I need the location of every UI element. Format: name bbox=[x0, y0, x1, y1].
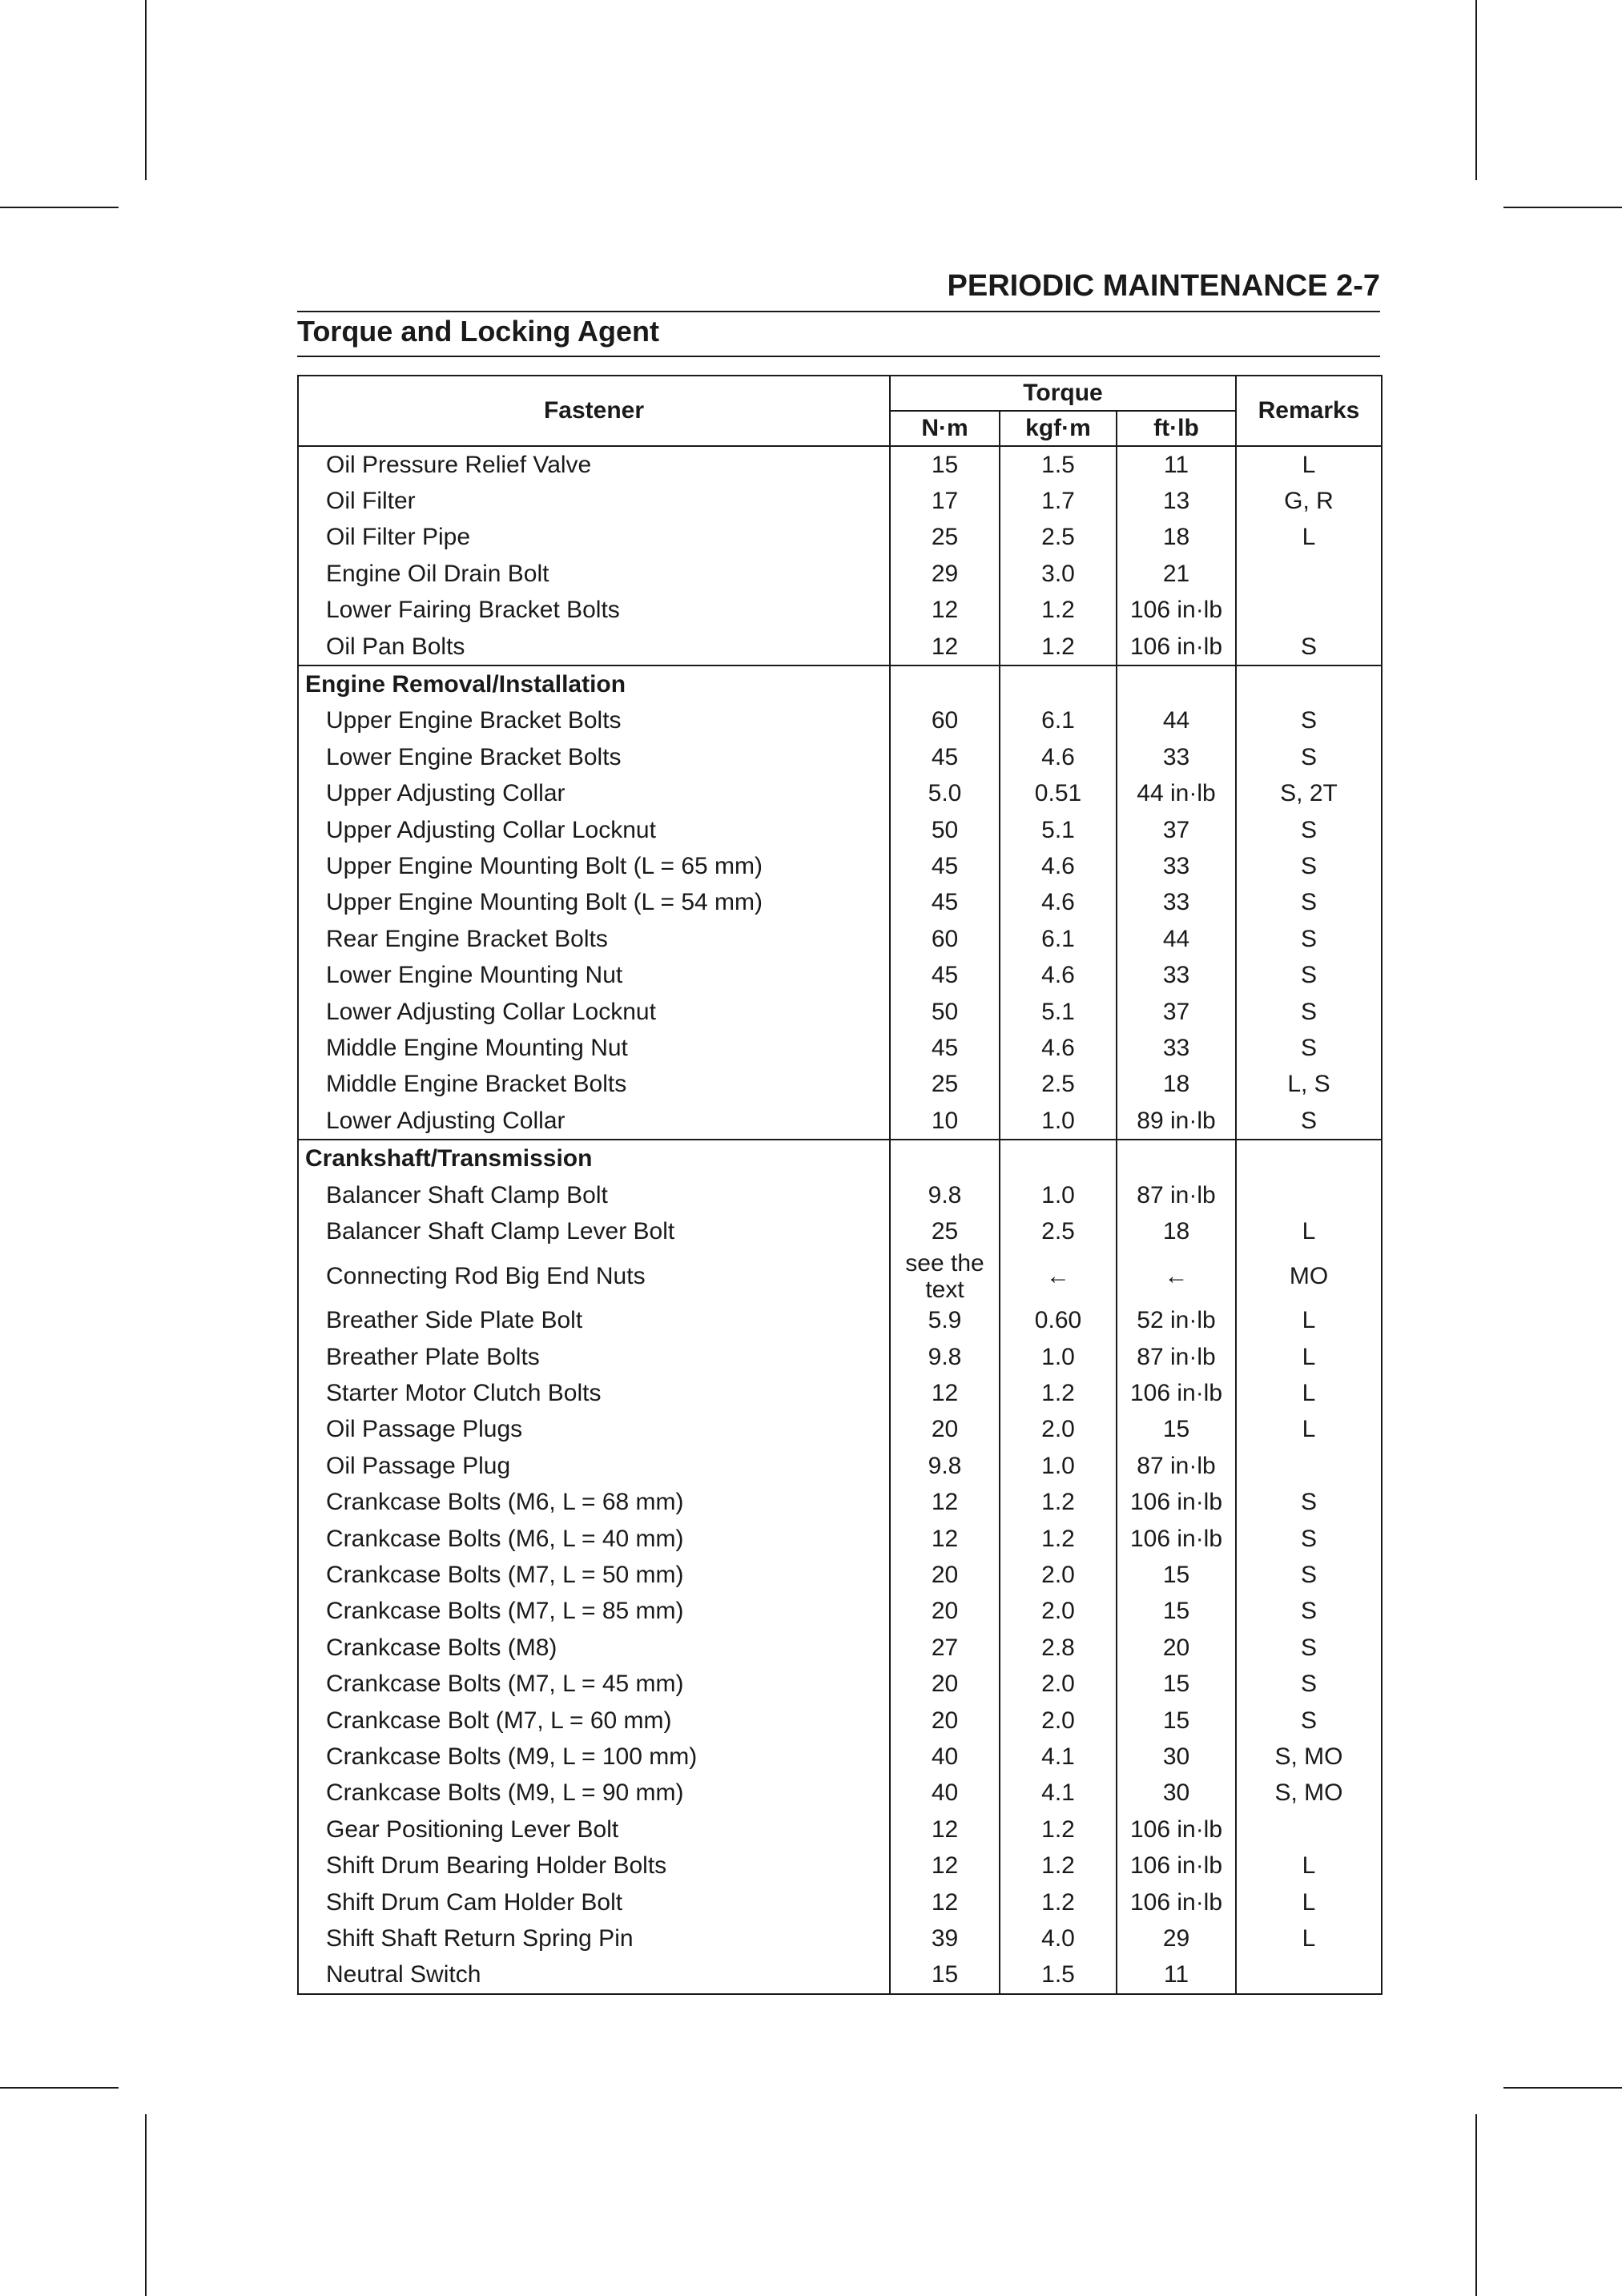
fastener-cell: Crankcase Bolts (M9, L = 100 mm) bbox=[298, 1739, 890, 1775]
table-row bbox=[298, 1594, 1382, 1630]
remarks-cell bbox=[1236, 556, 1382, 592]
fastener-cell: Rear Engine Bracket Bolts bbox=[298, 921, 890, 957]
ftlb-cell: 15 bbox=[1117, 1667, 1236, 1703]
nm-cell: 60 bbox=[890, 921, 1000, 957]
remarks-cell: S bbox=[1236, 629, 1382, 665]
table-row bbox=[298, 1485, 1382, 1521]
table-row bbox=[298, 1920, 1382, 1956]
nm-cell: 20 bbox=[890, 1703, 1000, 1739]
kgfm-cell: 1.2 bbox=[1000, 1485, 1117, 1521]
table-row bbox=[298, 593, 1382, 629]
kgfm-cell: 1.7 bbox=[1000, 483, 1117, 519]
remarks-cell: S bbox=[1236, 1594, 1382, 1630]
fastener-cell: Engine Oil Drain Bolt bbox=[298, 556, 890, 592]
ftlb-cell: 44 bbox=[1117, 921, 1236, 957]
fastener-cell: Upper Engine Mounting Bolt (L = 54 mm) bbox=[298, 885, 890, 921]
table-row bbox=[298, 1703, 1382, 1739]
remarks-cell: L bbox=[1236, 520, 1382, 556]
fastener-cell: Crankcase Bolts (M6, L = 68 mm) bbox=[298, 1485, 890, 1521]
nm-cell: 12 bbox=[890, 1848, 1000, 1884]
crop-mark bbox=[1503, 2087, 1622, 2089]
nm-cell: 60 bbox=[890, 703, 1000, 739]
remarks-cell: S bbox=[1236, 1557, 1382, 1593]
nm-cell: 12 bbox=[890, 629, 1000, 665]
nm-cell: 9.8 bbox=[890, 1448, 1000, 1484]
table-row bbox=[298, 1375, 1382, 1411]
remarks-cell: G, R bbox=[1236, 483, 1382, 519]
fastener-cell: Upper Engine Mounting Bolt (L = 65 mm) bbox=[298, 848, 890, 884]
torque-header: Torque bbox=[890, 376, 1236, 411]
nm-cell: 12 bbox=[890, 1485, 1000, 1521]
nm-cell: 20 bbox=[890, 1667, 1000, 1703]
kgfm-cell: 0.60 bbox=[1000, 1303, 1117, 1339]
kgfm-cell: 1.2 bbox=[1000, 1521, 1117, 1557]
ftlb-cell: 15 bbox=[1117, 1594, 1236, 1630]
remarks-cell: S bbox=[1236, 848, 1382, 884]
ftlb-cell: 18 bbox=[1117, 1213, 1236, 1249]
ftlb-cell: 20 bbox=[1117, 1630, 1236, 1666]
fastener-cell: Crankcase Bolts (M7, L = 50 mm) bbox=[298, 1557, 890, 1593]
nm-cell: 20 bbox=[890, 1412, 1000, 1448]
ftlb-cell: 87 in·lb bbox=[1117, 1448, 1236, 1484]
kgfm-cell: 2.5 bbox=[1000, 1213, 1117, 1249]
remarks-cell: S bbox=[1236, 703, 1382, 739]
remarks-cell: S bbox=[1236, 1521, 1382, 1557]
ftlb-cell: 87 in·lb bbox=[1117, 1177, 1236, 1213]
fastener-cell: Middle Engine Bracket Bolts bbox=[298, 1067, 890, 1103]
ftlb-cell: 11 bbox=[1117, 446, 1236, 483]
nm-cell: 12 bbox=[890, 1521, 1000, 1557]
kgfm-cell: 1.0 bbox=[1000, 1339, 1117, 1375]
nm-cell: 12 bbox=[890, 1811, 1000, 1848]
remarks-cell bbox=[1236, 1957, 1382, 1994]
ftlb-cell: 106 in·lb bbox=[1117, 1811, 1236, 1848]
remarks-cell: S bbox=[1236, 1103, 1382, 1140]
table-row bbox=[298, 1775, 1382, 1811]
kgfm-cell: 2.0 bbox=[1000, 1412, 1117, 1448]
fastener-cell: Gear Positioning Lever Bolt bbox=[298, 1811, 890, 1848]
nm-cell: 45 bbox=[890, 848, 1000, 884]
ftlb-cell: 15 bbox=[1117, 1412, 1236, 1448]
table-row bbox=[298, 703, 1382, 739]
remarks-cell: S bbox=[1236, 1667, 1382, 1703]
ftlb-cell: 106 in·lb bbox=[1117, 593, 1236, 629]
fastener-cell: Lower Adjusting Collar bbox=[298, 1103, 890, 1140]
ftlb-cell: 106 in·lb bbox=[1117, 1375, 1236, 1411]
fastener-cell: Shift Shaft Return Spring Pin bbox=[298, 1920, 890, 1956]
ftlb-cell: 11 bbox=[1117, 1957, 1236, 1994]
kgfm-cell: 2.8 bbox=[1000, 1630, 1117, 1666]
remarks-cell: S bbox=[1236, 1630, 1382, 1666]
kgfm-cell: 6.1 bbox=[1000, 703, 1117, 739]
kgfm-cell: 4.1 bbox=[1000, 1739, 1117, 1775]
fastener-cell: Starter Motor Clutch Bolts bbox=[298, 1375, 890, 1411]
fastener-cell: Breather Side Plate Bolt bbox=[298, 1303, 890, 1339]
crop-mark bbox=[0, 2087, 119, 2089]
remarks-cell: L bbox=[1236, 1375, 1382, 1411]
table-row bbox=[298, 1521, 1382, 1557]
nm-cell: 20 bbox=[890, 1594, 1000, 1630]
ftlb-cell: 15 bbox=[1117, 1703, 1236, 1739]
table-row bbox=[298, 848, 1382, 884]
table-row bbox=[298, 1557, 1382, 1593]
ftlb-cell: 29 bbox=[1117, 1920, 1236, 1956]
ftlb-cell: 44 bbox=[1117, 703, 1236, 739]
kgfm-cell: 5.1 bbox=[1000, 994, 1117, 1030]
kgfm-cell: 1.2 bbox=[1000, 1375, 1117, 1411]
nm-cell: 12 bbox=[890, 1375, 1000, 1411]
crop-mark bbox=[1475, 2114, 1477, 2296]
table-row bbox=[298, 1739, 1382, 1775]
kgfm-cell: 1.2 bbox=[1000, 1848, 1117, 1884]
nm-cell: 27 bbox=[890, 1630, 1000, 1666]
nm-cell: 5.0 bbox=[890, 776, 1000, 812]
fastener-cell: Crankcase Bolts (M7, L = 85 mm) bbox=[298, 1594, 890, 1630]
nm-cell: 10 bbox=[890, 1103, 1000, 1140]
group-title: Engine Removal/Installation bbox=[298, 665, 890, 702]
nm-cell-line: see the bbox=[905, 1249, 984, 1277]
nm-cell: 25 bbox=[890, 1067, 1000, 1103]
kgfm-cell: 1.5 bbox=[1000, 1957, 1117, 1994]
remarks-cell bbox=[1236, 1177, 1382, 1213]
kgfm-cell: 4.0 bbox=[1000, 1920, 1117, 1956]
kgfm-cell: 4.1 bbox=[1000, 1775, 1117, 1811]
table-row bbox=[298, 556, 1382, 592]
ftlb-cell: 106 in·lb bbox=[1117, 1848, 1236, 1884]
kgfm-cell: 6.1 bbox=[1000, 921, 1117, 957]
nm-cell: 15 bbox=[890, 1957, 1000, 1994]
table-row bbox=[298, 520, 1382, 556]
group-title: Crankshaft/Transmission bbox=[298, 1140, 890, 1176]
kgfm-cell: 1.0 bbox=[1000, 1103, 1117, 1140]
nm-cell bbox=[890, 1250, 1000, 1303]
ftlb-cell: 30 bbox=[1117, 1775, 1236, 1811]
ftlb-cell: 30 bbox=[1117, 1739, 1236, 1775]
kgfm-cell: 1.2 bbox=[1000, 1884, 1117, 1920]
fastener-cell: Lower Engine Bracket Bolts bbox=[298, 739, 890, 775]
kgfm-cell: 4.6 bbox=[1000, 885, 1117, 921]
table-row bbox=[298, 1339, 1382, 1375]
table-row bbox=[298, 446, 1382, 483]
nm-header: N·m bbox=[890, 411, 1000, 446]
nm-cell: 12 bbox=[890, 593, 1000, 629]
remarks-cell: S bbox=[1236, 1703, 1382, 1739]
fastener-cell: Shift Drum Cam Holder Bolt bbox=[298, 1884, 890, 1920]
nm-cell: 25 bbox=[890, 1213, 1000, 1249]
table-row bbox=[298, 1213, 1382, 1249]
table-row bbox=[298, 629, 1382, 665]
kgfm-cell: 4.6 bbox=[1000, 957, 1117, 993]
table-row bbox=[298, 921, 1382, 957]
nm-cell: 50 bbox=[890, 994, 1000, 1030]
remarks-cell: S bbox=[1236, 739, 1382, 775]
table-row bbox=[298, 1667, 1382, 1703]
kgfm-cell: 1.2 bbox=[1000, 1811, 1117, 1848]
crop-mark bbox=[0, 207, 119, 208]
ftlb-cell: 89 in·lb bbox=[1117, 1103, 1236, 1140]
remarks-cell: S bbox=[1236, 812, 1382, 848]
ftlb-cell: 37 bbox=[1117, 994, 1236, 1030]
remarks-header: Remarks bbox=[1236, 376, 1382, 446]
table-row bbox=[298, 1412, 1382, 1448]
nm-cell: 12 bbox=[890, 1884, 1000, 1920]
fastener-cell: Lower Fairing Bracket Bolts bbox=[298, 593, 890, 629]
remarks-cell bbox=[1236, 1448, 1382, 1484]
table-row bbox=[298, 1630, 1382, 1666]
table-row bbox=[298, 1811, 1382, 1848]
kgfm-cell: 3.0 bbox=[1000, 556, 1117, 592]
ftlb-cell: 106 in·lb bbox=[1117, 1485, 1236, 1521]
kgfm-cell: 2.0 bbox=[1000, 1703, 1117, 1739]
remarks-cell: S bbox=[1236, 994, 1382, 1030]
nm-cell: 45 bbox=[890, 885, 1000, 921]
table-row bbox=[298, 1848, 1382, 1884]
kgfm-cell: 2.0 bbox=[1000, 1667, 1117, 1703]
nm-cell: 45 bbox=[890, 957, 1000, 993]
kgfm-cell: 2.0 bbox=[1000, 1557, 1117, 1593]
kgfm-cell: 1.0 bbox=[1000, 1177, 1117, 1213]
kgfm-cell: 5.1 bbox=[1000, 812, 1117, 848]
remarks-cell: L bbox=[1236, 1920, 1382, 1956]
ftlb-cell: 18 bbox=[1117, 520, 1236, 556]
fastener-cell: Balancer Shaft Clamp Lever Bolt bbox=[298, 1213, 890, 1249]
table-row bbox=[298, 1303, 1382, 1339]
nm-cell: 50 bbox=[890, 812, 1000, 848]
nm-cell: 29 bbox=[890, 556, 1000, 592]
ftlb-cell: 106 in·lb bbox=[1117, 1521, 1236, 1557]
fastener-cell: Crankcase Bolt (M7, L = 60 mm) bbox=[298, 1703, 890, 1739]
ftlb-cell: 21 bbox=[1117, 556, 1236, 592]
fastener-cell: Oil Filter bbox=[298, 483, 890, 519]
torque-table bbox=[297, 375, 1383, 1995]
fastener-cell: Crankcase Bolts (M6, L = 40 mm) bbox=[298, 1521, 890, 1557]
table-row bbox=[298, 739, 1382, 775]
remarks-cell: S bbox=[1236, 885, 1382, 921]
nm-cell: 25 bbox=[890, 520, 1000, 556]
fastener-cell: Balancer Shaft Clamp Bolt bbox=[298, 1177, 890, 1213]
nm-cell: 15 bbox=[890, 446, 1000, 483]
fastener-cell: Oil Filter Pipe bbox=[298, 520, 890, 556]
ftlb-cell: 33 bbox=[1117, 739, 1236, 775]
ftlb-cell: 44 in·lb bbox=[1117, 776, 1236, 812]
fastener-cell: Upper Adjusting Collar bbox=[298, 776, 890, 812]
fastener-cell: Lower Engine Mounting Nut bbox=[298, 957, 890, 993]
remarks-cell: MO bbox=[1236, 1250, 1382, 1303]
remarks-cell bbox=[1236, 1811, 1382, 1848]
remarks-cell: L bbox=[1236, 1848, 1382, 1884]
table-body bbox=[298, 446, 1382, 1994]
table-row bbox=[298, 1177, 1382, 1213]
remarks-cell: L bbox=[1236, 1884, 1382, 1920]
kgfm-header: kgf·m bbox=[1000, 411, 1117, 446]
crop-mark bbox=[145, 0, 147, 180]
fastener-header: Fastener bbox=[298, 376, 890, 446]
remarks-cell: S, 2T bbox=[1236, 776, 1382, 812]
nm-cell: 45 bbox=[890, 739, 1000, 775]
remarks-cell: L bbox=[1236, 1412, 1382, 1448]
remarks-cell: S bbox=[1236, 957, 1382, 993]
fastener-cell: Oil Pan Bolts bbox=[298, 629, 890, 665]
nm-cell: 17 bbox=[890, 483, 1000, 519]
fastener-cell: Breather Plate Bolts bbox=[298, 1339, 890, 1375]
kgfm-cell: 2.5 bbox=[1000, 520, 1117, 556]
nm-cell-line: text bbox=[925, 1276, 964, 1303]
fastener-cell: Connecting Rod Big End Nuts bbox=[298, 1250, 890, 1303]
remarks-cell: L bbox=[1236, 1213, 1382, 1249]
kgfm-cell: 4.6 bbox=[1000, 739, 1117, 775]
ftlb-cell: 106 in·lb bbox=[1117, 629, 1236, 665]
table-row bbox=[298, 1067, 1382, 1103]
fastener-cell: Neutral Switch bbox=[298, 1957, 890, 1994]
remarks-cell: S bbox=[1236, 1485, 1382, 1521]
group-header-row bbox=[298, 1140, 1382, 1176]
table-row bbox=[298, 1103, 1382, 1140]
section-rule bbox=[297, 356, 1380, 357]
table-row bbox=[298, 1884, 1382, 1920]
fastener-cell: Oil Passage Plugs bbox=[298, 1412, 890, 1448]
fastener-cell: Middle Engine Mounting Nut bbox=[298, 1030, 890, 1066]
ftlb-cell: 106 in·lb bbox=[1117, 1884, 1236, 1920]
kgfm-cell: 2.5 bbox=[1000, 1067, 1117, 1103]
table-row bbox=[298, 957, 1382, 993]
fastener-cell: Oil Pressure Relief Valve bbox=[298, 446, 890, 483]
nm-cell: 45 bbox=[890, 1030, 1000, 1066]
fastener-cell: Upper Adjusting Collar Locknut bbox=[298, 812, 890, 848]
remarks-cell: L bbox=[1236, 1303, 1382, 1339]
fastener-cell: Upper Engine Bracket Bolts bbox=[298, 703, 890, 739]
fastener-cell: Shift Drum Bearing Holder Bolts bbox=[298, 1848, 890, 1884]
ftlb-header: ft·lb bbox=[1117, 411, 1236, 446]
fastener-cell: Crankcase Bolts (M8) bbox=[298, 1630, 890, 1666]
nm-cell: 40 bbox=[890, 1775, 1000, 1811]
fastener-cell: Lower Adjusting Collar Locknut bbox=[298, 994, 890, 1030]
table-row bbox=[298, 483, 1382, 519]
table-row bbox=[298, 1448, 1382, 1484]
remarks-cell: S bbox=[1236, 1030, 1382, 1066]
ftlb-cell: ← bbox=[1117, 1250, 1236, 1303]
nm-cell: 40 bbox=[890, 1739, 1000, 1775]
kgfm-cell: 0.51 bbox=[1000, 776, 1117, 812]
kgfm-cell: 1.5 bbox=[1000, 446, 1117, 483]
remarks-cell: L bbox=[1236, 446, 1382, 483]
ftlb-cell: 33 bbox=[1117, 885, 1236, 921]
table-row bbox=[298, 1030, 1382, 1066]
kgfm-cell: 1.2 bbox=[1000, 629, 1117, 665]
ftlb-cell: 37 bbox=[1117, 812, 1236, 848]
table-row bbox=[298, 885, 1382, 921]
ftlb-cell: 13 bbox=[1117, 483, 1236, 519]
ftlb-cell: 52 in·lb bbox=[1117, 1303, 1236, 1339]
kgfm-cell: 1.2 bbox=[1000, 593, 1117, 629]
crop-mark bbox=[1475, 0, 1477, 180]
ftlb-cell: 33 bbox=[1117, 957, 1236, 993]
crop-mark bbox=[1503, 207, 1622, 208]
ftlb-cell: 87 in·lb bbox=[1117, 1339, 1236, 1375]
kgfm-cell: 1.0 bbox=[1000, 1448, 1117, 1484]
table-row bbox=[298, 994, 1382, 1030]
nm-cell: 9.8 bbox=[890, 1339, 1000, 1375]
table-row bbox=[298, 1250, 1382, 1303]
remarks-cell: S, MO bbox=[1236, 1739, 1382, 1775]
table-row bbox=[298, 812, 1382, 848]
page-header: PERIODIC MAINTENANCE 2-7 bbox=[947, 269, 1380, 303]
ftlb-cell: 18 bbox=[1117, 1067, 1236, 1103]
nm-cell: 20 bbox=[890, 1557, 1000, 1593]
crop-mark bbox=[145, 2114, 147, 2296]
kgfm-cell: ← bbox=[1000, 1250, 1117, 1303]
ftlb-cell: 33 bbox=[1117, 1030, 1236, 1066]
table-row bbox=[298, 1957, 1382, 1994]
nm-cell: 5.9 bbox=[890, 1303, 1000, 1339]
remarks-cell: S, MO bbox=[1236, 1775, 1382, 1811]
table-row bbox=[298, 776, 1382, 812]
kgfm-cell: 2.0 bbox=[1000, 1594, 1117, 1630]
remarks-cell bbox=[1236, 593, 1382, 629]
ftlb-cell: 33 bbox=[1117, 848, 1236, 884]
kgfm-cell: 4.6 bbox=[1000, 1030, 1117, 1066]
table-header bbox=[298, 376, 1382, 446]
remarks-cell: S bbox=[1236, 921, 1382, 957]
kgfm-cell: 4.6 bbox=[1000, 848, 1117, 884]
nm-cell: 9.8 bbox=[890, 1177, 1000, 1213]
ftlb-cell: 15 bbox=[1117, 1557, 1236, 1593]
fastener-cell: Crankcase Bolts (M9, L = 90 mm) bbox=[298, 1775, 890, 1811]
fastener-cell: Oil Passage Plug bbox=[298, 1448, 890, 1484]
section-title: Torque and Locking Agent bbox=[297, 315, 659, 348]
remarks-cell: L bbox=[1236, 1339, 1382, 1375]
fastener-cell: Crankcase Bolts (M7, L = 45 mm) bbox=[298, 1667, 890, 1703]
group-header-row bbox=[298, 665, 1382, 702]
nm-cell: 39 bbox=[890, 1920, 1000, 1956]
remarks-cell: L, S bbox=[1236, 1067, 1382, 1103]
